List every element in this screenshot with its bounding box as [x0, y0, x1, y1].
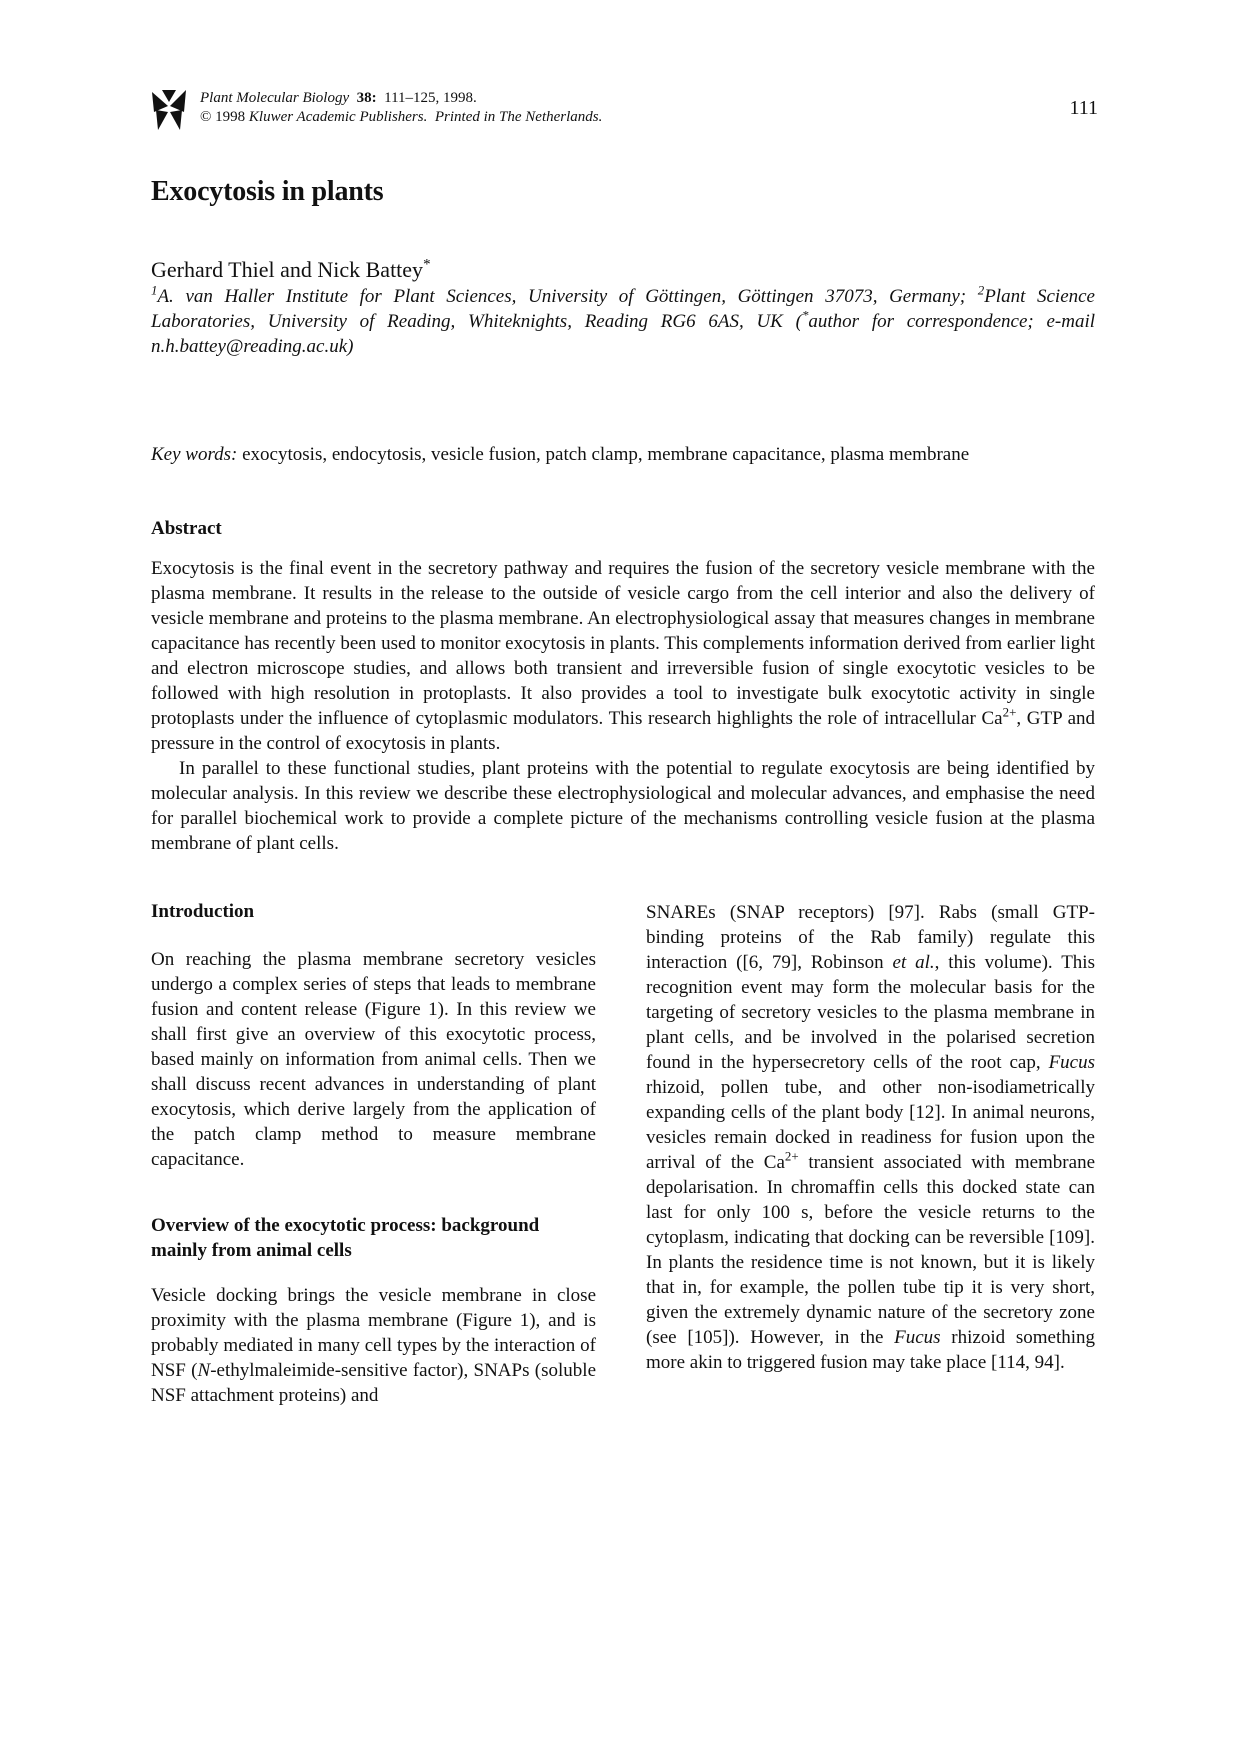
affiliations — [151, 284, 1095, 359]
affil-text-2: Plant Science Laboratories, University of Reading, Whiteknights, Reading RG6 6AS, UK ( — [151, 286, 1095, 332]
right-text-c: rhizoid, pollen tube, and other non-isodiametrically expanding cells of the plant body [12]. In animal neurons, vesicles remain docked in readiness for fusion upon the arrival of the Ca — [646, 1077, 1095, 1173]
abstract-ca-sup: 2+ — [1002, 704, 1017, 720]
journal-pages-year: 111–125, 1998. — [384, 90, 477, 106]
affil-star: * — [801, 307, 809, 323]
right-text-d: transient associated with membrane depolarisation. In chromaffin cells this docked state can last for only 100 s, before the vesicle returns to the cytoplasm, indicating that docking can be reversible [109]. In plants the residence time is not known, but it is likely that in, for example, the pollen tube tip it is very short, given the extremely dynamic nature of the secretory zone (see [105]). However, in the — [646, 1152, 1095, 1348]
keywords-text: exocytosis, endocytosis, vesicle fusion, patch clamp, membrane capacitance, plasma membrane — [242, 444, 970, 465]
affil-text-3: author for correspondence; e-mail n.h.battey@reading.ac.uk) — [151, 311, 1096, 357]
article-title: Exocytosis in plants — [151, 176, 384, 207]
overview-text-n: N — [197, 1360, 211, 1381]
right-text-e: rhizoid something more akin to triggered fusion may take place [114, 94]. — [646, 1327, 1095, 1373]
abstract-p1-text: Exocytosis is the final event in the secretory pathway and requires the fusion of the secretory vesicle membrane with the plasma membrane. It results in the release to the outside of vesicle cargo from the cell interior and also the delivery of vesicle membrane and proteins to the plasma membrane. An electrophysiological assay that measures changes in membrane capacitance has recently been used to monitor exocytosis in plants. This complements information derived from earlier light and electron microscope studies, and allows both transient and irreversible fusion of single exocytotic vesicles to be followed with high resolution in protoplasts. It also provides a tool to investigate bulk exocytotic activity in single protoplasts under the influence of cytoplasmic modulators. This research highlights the role of intracellular Ca — [151, 558, 1095, 729]
overview-paragraph — [151, 1283, 596, 1408]
authors-text: Gerhard Thiel and Nick Battey — [151, 257, 424, 282]
page-number: 111 — [1069, 97, 1098, 119]
abstract-paragraph-2: In parallel to these functional studies, plant proteins with the potential to regulate exocytosis are being identified by molecular analysis. In this review we describe these electrophysiological and molecular advances, and emphasise the need for parallel biochemical work to provide a complete picture of the mechanisms controlling vesicle fusion at the plasma membrane of plant cells. — [151, 758, 1095, 854]
right-text-a: SNAREs (SNAP receptors) [97]. Rabs (small GTP-binding proteins of the Rab family) regulate this interaction ([6, 79], Robinson — [646, 902, 1095, 973]
keywords-label: Key words: — [151, 444, 238, 465]
overview-text-a: Vesicle docking brings the vesicle membrane in close proximity with the plasma membrane (Figure 1), and is probably mediated in many cell types by the interaction of NSF ( — [151, 1285, 596, 1381]
journal-name: Plant Molecular Biology — [200, 90, 350, 106]
overview-heading — [151, 1213, 596, 1263]
overview-heading-line-2: mainly from animal cells — [151, 1240, 352, 1261]
abstract-p1-end: , GTP and pressure in the control of exocytosis in plants. — [151, 708, 1096, 754]
author-list — [151, 257, 431, 283]
right-text-b: , this volume). This recognition event may form the molecular basis for the targeting of secretory vesicles to the plasma membrane in plant cells, and be involved in the polarised secretion found in the hypersecretory cells of the root cap, — [646, 952, 1095, 1073]
journal-volume: 38: — [356, 90, 377, 106]
right-etal: et al. — [892, 952, 935, 973]
author-correspondence-mark: * — [423, 256, 431, 273]
overview-heading-line-1: Overview of the exocytotic process: background — [151, 1215, 540, 1236]
right-fucus-1: Fucus — [1048, 1052, 1095, 1073]
printed-location: Printed in The Netherlands. — [434, 109, 603, 125]
affil-sup-1: 1 — [151, 282, 158, 298]
keywords — [151, 444, 969, 466]
right-fucus-2: Fucus — [894, 1327, 941, 1348]
copyright-symbol: © — [200, 109, 212, 125]
overview-text-b: -ethylmaleimide-sensitive factor), SNAPs (soluble NSF attachment proteins) and — [151, 1360, 597, 1406]
abstract-heading: Abstract — [151, 518, 222, 539]
journal-citation — [200, 89, 602, 127]
affil-sup-2: 2 — [977, 282, 985, 298]
right-ca-sup: 2+ — [784, 1148, 799, 1164]
abstract-paragraph-1 — [151, 556, 1095, 756]
affil-text-1: A. van Haller Institute for Plant Sciences, University of Göttingen, Göttingen 37073, Germany; — [157, 286, 978, 307]
introduction-heading: Introduction — [151, 901, 255, 922]
copyright-year: 1998 — [215, 109, 246, 125]
abstract-body — [151, 556, 1095, 856]
publisher-name: Kluwer Academic Publishers. — [248, 109, 428, 125]
right-column-paragraph — [646, 900, 1095, 1375]
introduction-paragraph: On reaching the plasma membrane secretory vesicles undergo a complex series of steps that leads to membrane fusion and content release (Figure 1). In this review we shall first give an overview of this exocytotic process, based mainly on information from animal cells. Then we shall discuss recent advances in understanding of plant exocytosis, which derive largely from the application of the patch clamp method to measure membrane capacitance. — [151, 949, 596, 1170]
publisher-logo-icon — [150, 88, 188, 132]
